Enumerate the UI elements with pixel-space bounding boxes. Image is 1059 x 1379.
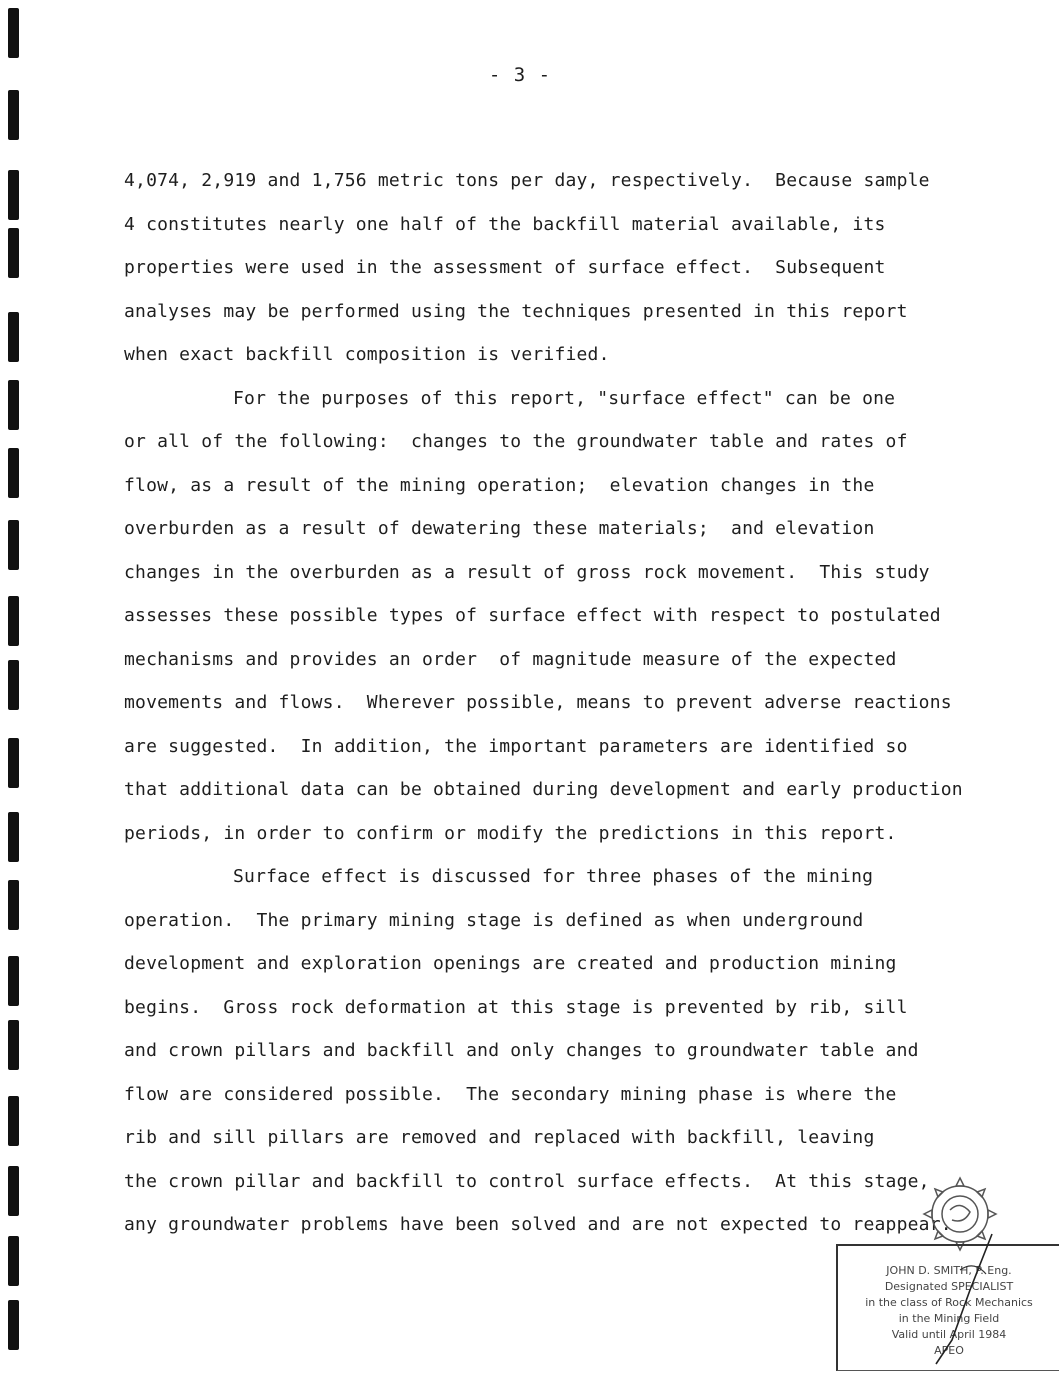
- text-line: For the purposes of this report, "surface effect" can be one: [233, 387, 896, 409]
- text-line: assesses these possible types of surface effect with respect to postulated: [124, 605, 941, 626]
- binder-mark: [8, 596, 19, 646]
- binder-mark: [8, 1020, 19, 1070]
- text-line: that additional data can be obtained during development and early production: [124, 779, 963, 800]
- binder-mark: [8, 8, 19, 58]
- text-line: mechanisms and provides an order of magnitude measure of the expected: [124, 648, 897, 670]
- signature-mark: [900, 1230, 1020, 1370]
- text-line: flow are considered possible. The secondary mining phase is where the: [124, 1083, 897, 1105]
- stamp-line: Valid until April 1984: [891, 1328, 1007, 1341]
- binder-mark: [8, 880, 19, 930]
- text-line: when exact backfill composition is verified.: [124, 344, 610, 365]
- page-number: - 3 -: [488, 64, 552, 86]
- binder-mark: [8, 380, 19, 430]
- text-line: the crown pillar and backfill to control surface effects. At this stage,: [124, 1170, 930, 1192]
- binder-mark: [8, 1166, 19, 1216]
- text-line: changes in the overburden as a result of gross rock movement. This study: [124, 561, 930, 583]
- binder-mark: [8, 520, 19, 570]
- stamp-line: APEO: [934, 1344, 964, 1357]
- text-line: begins. Gross rock deformation at this stage is prevented by rib, sill: [124, 996, 908, 1018]
- text-line: flow, as a result of the mining operation; elevation changes in the: [124, 474, 875, 496]
- text-line: any groundwater problems have been solved and are not expected to reappear.: [124, 1214, 952, 1235]
- binder-mark: [8, 1096, 19, 1146]
- binder-mark: [8, 660, 19, 710]
- binder-hole-marks: [8, 0, 28, 1379]
- text-line: periods, in order to confirm or modify the predictions in this report.: [124, 822, 897, 844]
- binder-mark: [8, 312, 19, 362]
- text-line: operation. The primary mining stage is defined as when underground: [124, 909, 864, 931]
- text-line: are suggested. In addition, the important parameters are identified so: [124, 735, 908, 757]
- stamp-line: Designated SPECIALIST: [884, 1280, 1014, 1293]
- text-line: 4 constitutes nearly one half of the backfill material available, its: [124, 213, 886, 235]
- binder-mark: [8, 170, 19, 220]
- text-line: overburden as a result of dewatering these materials; and elevation: [124, 518, 875, 539]
- binder-mark: [8, 738, 19, 788]
- binder-mark: [8, 956, 19, 1006]
- text-line: movements and flows. Wherever possible, means to prevent adverse reactions: [124, 692, 952, 713]
- stamp-line: in the class of Rock Mechanics: [865, 1296, 1033, 1309]
- binder-mark: [8, 228, 19, 278]
- text-line: and crown pillars and backfill and only changes to groundwater table and: [124, 1040, 919, 1061]
- text-line: rib and sill pillars are removed and replaced with backfill, leaving: [124, 1127, 875, 1148]
- text-line: analyses may be performed using the techniques presented in this report: [124, 300, 908, 322]
- text-line: Surface effect is discussed for three phases of the mining: [233, 866, 874, 887]
- text-line: development and exploration openings are created and production mining: [124, 953, 897, 974]
- text-line: properties were used in the assessment of surface effect. Subsequent: [124, 257, 886, 278]
- binder-mark: [8, 1236, 19, 1286]
- binder-mark: [8, 90, 19, 140]
- binder-mark: [8, 812, 19, 862]
- stamp-line: in the Mining Field: [898, 1312, 1000, 1325]
- stamp-line: JOHN D. SMITH, P. Eng.: [886, 1264, 1012, 1277]
- binder-mark: [8, 448, 19, 498]
- text-line: 4,074, 2,919 and 1,756 metric tons per day, respectively. Because sample: [124, 170, 930, 191]
- text-line: or all of the following: changes to the groundwater table and rates of: [124, 431, 908, 452]
- binder-mark: [8, 1300, 19, 1350]
